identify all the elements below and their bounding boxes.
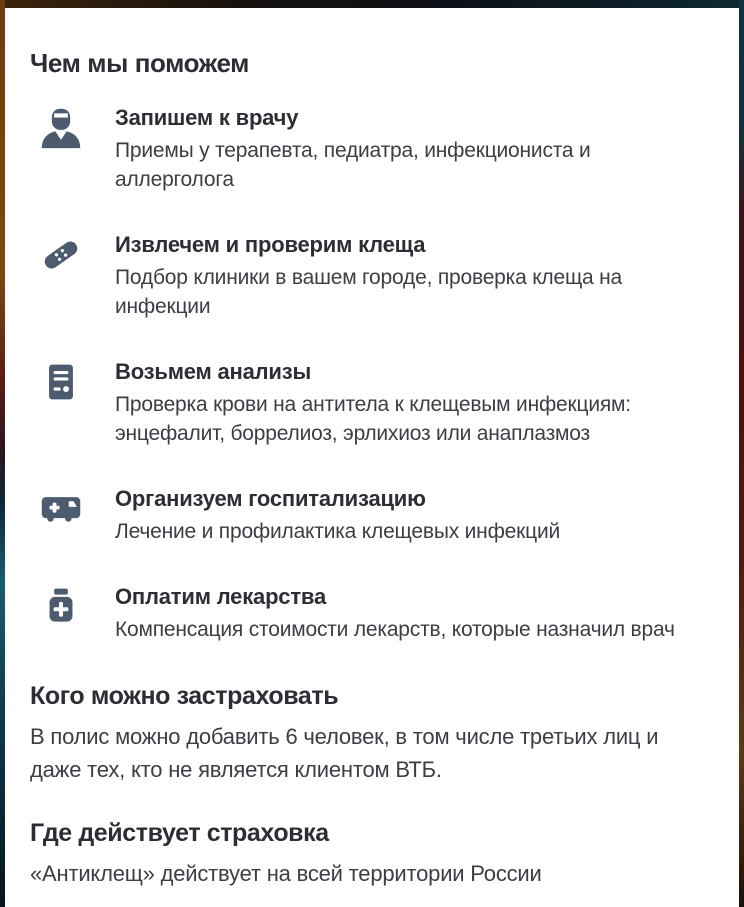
section-body: «Антиклещ» действует на всей территории России bbox=[30, 861, 542, 886]
screen-right-edge bbox=[739, 0, 744, 907]
service-description: Компенсация стоимости лекарств, которые назначил врач bbox=[115, 618, 675, 641]
service-item-hospitalization bbox=[30, 484, 715, 546]
service-description: Приемы у терапевта, педиатра, инфекциониста и аллерголога bbox=[115, 139, 591, 191]
screen-left-edge bbox=[0, 0, 5, 907]
service-item-tick-removal bbox=[30, 230, 715, 321]
doctor-icon bbox=[39, 103, 85, 151]
test-report-icon bbox=[39, 357, 85, 405]
service-title: Извлечем и проверим клеща bbox=[115, 232, 426, 257]
service-item-medicine bbox=[30, 582, 715, 644]
service-description: Лечение и профилактика клещевых инфекций bbox=[115, 520, 561, 543]
section-who-can-be-insured bbox=[30, 680, 715, 786]
section-heading: Где действует страховка bbox=[30, 819, 329, 847]
service-title: Оплатим лекарства bbox=[115, 584, 326, 609]
service-title: Запишем к врачу bbox=[115, 105, 299, 130]
info-panel bbox=[5, 8, 739, 907]
service-description: Подбор клиники в вашем городе, проверка клеща на инфекции bbox=[115, 266, 623, 318]
screen-top-edge bbox=[0, 0, 744, 8]
service-title: Возьмем анализы bbox=[115, 359, 312, 384]
section-heading: Кого можно застраховать bbox=[30, 682, 339, 710]
bandage-icon bbox=[39, 230, 85, 278]
section-body: В полис можно добавить 6 человек, в том числе третьих лиц и даже тех, кто не является клиентом ВТБ. bbox=[30, 724, 659, 782]
services-heading: Чем мы поможем bbox=[30, 48, 250, 78]
service-title: Организуем госпитализацию bbox=[115, 486, 426, 511]
medicine-jar-icon bbox=[39, 582, 85, 630]
section-where-valid bbox=[30, 817, 715, 890]
ambulance-icon bbox=[39, 484, 85, 532]
service-item-doctor bbox=[30, 103, 715, 194]
service-description: Проверка крови на антитела к клещевым инфекциям: энцефалит, боррелиоз, эрлихиоз или анаплазмоз bbox=[115, 393, 631, 445]
service-item-tests bbox=[30, 357, 715, 448]
